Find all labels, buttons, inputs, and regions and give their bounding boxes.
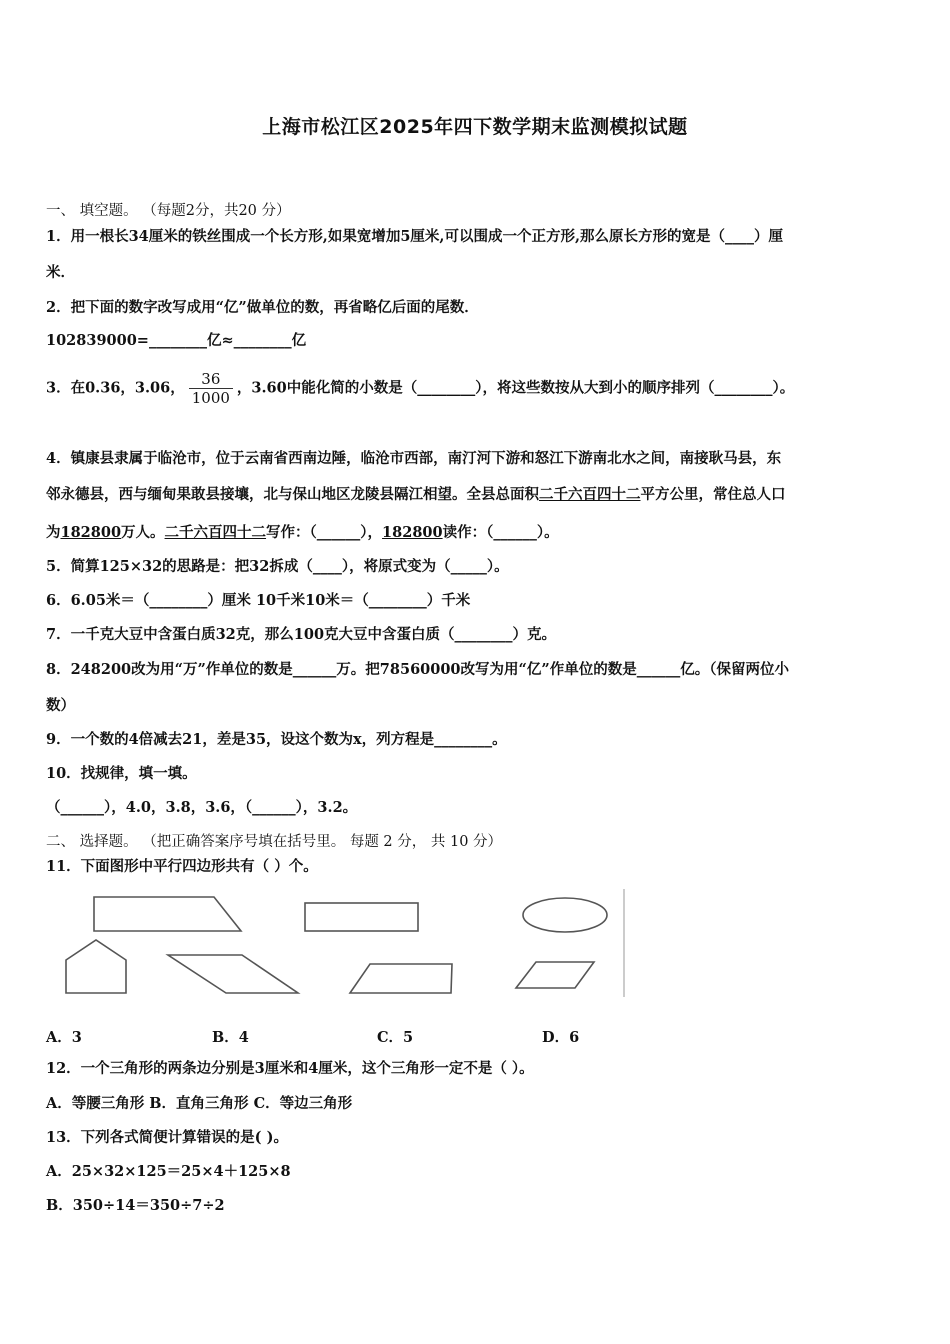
question-2-line-1: 2．把下面的数字改写成用“亿”做单位的数，再省略亿后面的尾数． — [46, 299, 479, 316]
q11-option-b: B．4 — [212, 1029, 249, 1046]
question-11: 11．下面图形中平行四边形共有（ ）个。 — [46, 858, 318, 875]
q4-underlined-population: 182800 — [60, 524, 122, 541]
parallelogram-shape-1 — [168, 955, 298, 993]
trapezoid-shape — [94, 897, 241, 931]
question-13-option-a: A．25×32×125＝25×4＋125×8 — [46, 1163, 291, 1180]
page-title: 上海市松江区2025年四下数学期末监测模拟试题 — [262, 116, 688, 138]
question-4-line-2 — [46, 485, 906, 505]
section-1-heading: 一、 填空题。 （每题2分，共20 分） — [46, 203, 291, 219]
question-4-line-3 — [46, 523, 906, 543]
question-3-suffix: ，3.60中能化简的小数是（________），将这些数按从大到小的顺序排列（________）。 — [236, 379, 795, 397]
question-7: 7．一千克大豆中含蛋白质32克，那么100克大豆中含蛋白质（________）克。 — [46, 626, 557, 643]
question-13: 13．下列各式简便计算错误的是( )。 — [46, 1129, 288, 1146]
parallelogram-shape-2 — [516, 962, 594, 988]
q4-line2-prefix: 邻永德县，西与缅甸果敢县接壤，北与保山地区龙陵县隔江相望。全县总面积 — [46, 486, 539, 503]
question-12: 12．一个三角形的两条边分别是3厘米和4厘米，这个三角形一定不是（ ）。 — [46, 1060, 534, 1077]
q4-line3-mid1: 万人。 — [121, 524, 165, 541]
question-8-line-2: 数） — [46, 697, 75, 714]
question-3 — [46, 370, 906, 407]
question-6: 6．6.05米＝（________）厘米 10千米10米＝（________）千米 — [46, 592, 471, 609]
fraction-denominator: 1000 — [191, 389, 230, 407]
q4-underlined-area-2: 二千六百四十二 — [164, 524, 267, 541]
shapes-figure — [56, 885, 636, 1000]
q4-line3-prefix: 为 — [46, 524, 61, 541]
question-1-line-2: 米． — [46, 264, 75, 281]
question-3-prefix: 3．在0.36，3.06， — [46, 379, 185, 397]
q4-underlined-population-2: 182800 — [382, 524, 443, 541]
rectangle-shape — [305, 903, 418, 931]
q4-line3-suffix: 读作：（______）。 — [442, 524, 559, 541]
ellipse-shape — [523, 898, 607, 932]
question-10-line-2: （______），4.0，3.8，3.6，（______），3.2。 — [46, 799, 358, 816]
question-8-line-1: 8．248200改为用“万”作单位的数是______万。把78560000改写为用“亿”作单位的数是______亿。（保留两位小 — [46, 661, 789, 678]
fraction — [189, 370, 233, 407]
fraction-numerator: 36 — [189, 370, 233, 389]
question-13-option-b: B．350÷14＝350÷7÷2 — [46, 1197, 225, 1214]
q4-line2-suffix: 平方公里，常住总人口 — [640, 486, 786, 503]
question-10-line-1: 10．找规律，填一填。 — [46, 765, 197, 782]
trapezoid-shape-2 — [350, 964, 452, 993]
question-5: 5．简算125×32的思路是：把32拆成（____），将原式变为（_____）。 — [46, 558, 509, 575]
q4-line3-mid2: 写作：（______）， — [266, 524, 383, 541]
section-2-heading: 二、 选择题。 （把正确答案序号填在括号里。 每题 2 分， 共 10 分） — [46, 834, 503, 850]
q4-underlined-area: 二千六百四十二 — [539, 486, 641, 503]
question-12-options: A．等腰三角形 B．直角三角形 C．等边三角形 — [46, 1095, 353, 1112]
q11-option-c: C．5 — [377, 1029, 414, 1046]
question-2-line-2: 102839000=________亿≈________亿 — [46, 332, 307, 349]
q11-option-a: A．3 — [46, 1029, 82, 1046]
question-9: 9．一个数的4倍减去21，差是35，设这个数为x，列方程是________。 — [46, 731, 507, 748]
question-4-line-1: 4．镇康县隶属于临沧市，位于云南省西南边陲，临沧市西部，南汀河下游和怒江下游南北水之间，南接耿马县，东 — [46, 450, 782, 467]
q11-option-d: D．6 — [542, 1029, 580, 1046]
question-1-line-1: 1．用一根长34厘米的铁丝围成一个长方形,如果宽增加5厘米,可以围成一个正方形,那么原长方形的宽是（____）厘 — [46, 228, 783, 245]
pentagon-shape — [66, 940, 126, 993]
